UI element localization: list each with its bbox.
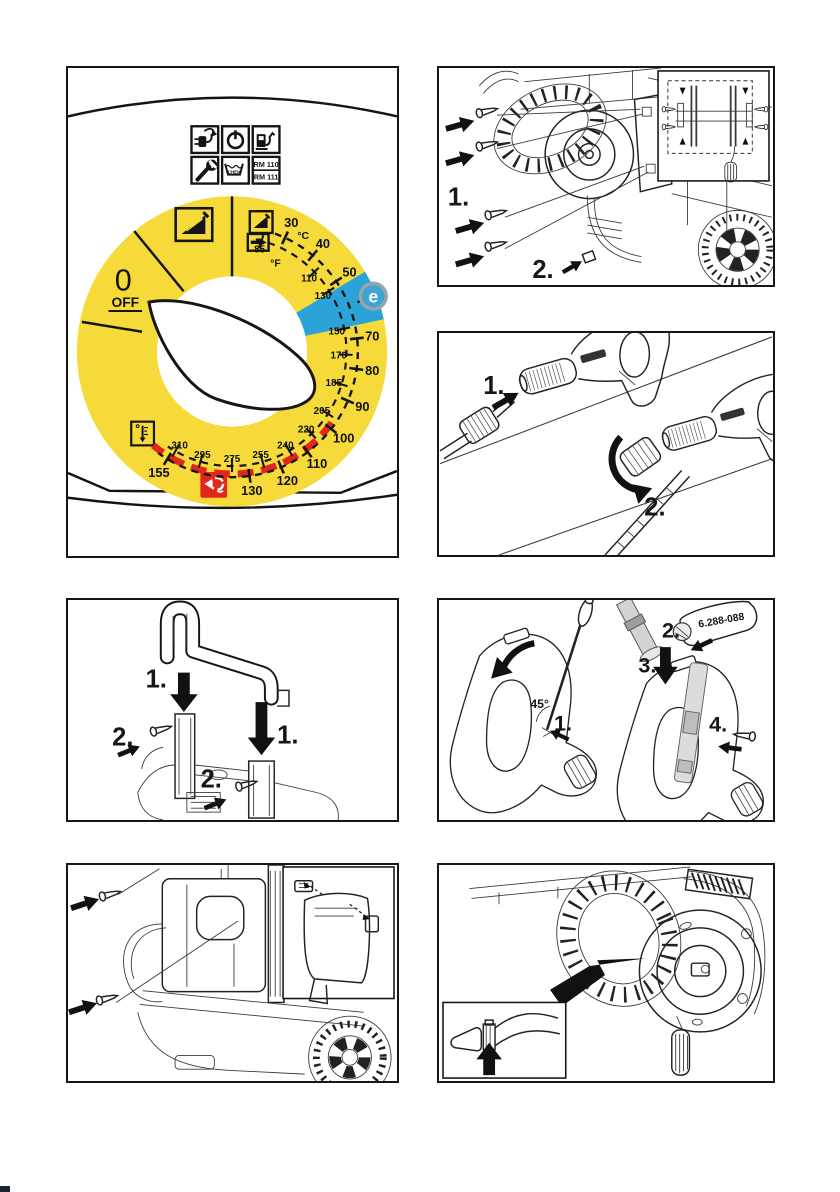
eco-letter: e xyxy=(368,286,379,307)
svg-text:130: 130 xyxy=(314,291,332,303)
svg-text:295: 295 xyxy=(194,450,211,462)
svg-text:255: 255 xyxy=(252,450,269,462)
step2-left-label: 2. xyxy=(112,723,134,752)
svg-text:205: 205 xyxy=(313,405,331,417)
svg-text:150: 150 xyxy=(328,326,345,338)
rm111-label: RM 111 xyxy=(253,172,279,182)
svg-text:185: 185 xyxy=(325,378,342,390)
handle-mounting-illustration xyxy=(68,600,397,820)
step2-label: 2. xyxy=(532,256,554,285)
svg-text:110: 110 xyxy=(306,456,328,472)
mounting-screws xyxy=(475,104,507,252)
step2-label: 2. xyxy=(644,493,666,522)
svg-text:90: 90 xyxy=(355,398,370,414)
gun-service-panel xyxy=(437,598,775,822)
dial-illustration xyxy=(68,68,397,556)
svg-text:30: 30 xyxy=(284,215,299,231)
spray-gun-2 xyxy=(654,366,773,491)
grease-tube xyxy=(670,600,760,649)
tank-screws xyxy=(95,887,121,1005)
gun-body-left xyxy=(450,628,598,813)
svg-text:310: 310 xyxy=(171,440,188,452)
tank-mounting-illustration xyxy=(68,865,397,1081)
chem-label: CHEM xyxy=(227,169,241,175)
legend-icon-grid xyxy=(191,126,279,183)
svg-text:50: 50 xyxy=(342,264,357,280)
reel-disc xyxy=(639,910,761,1032)
step1-right-label: 1. xyxy=(277,721,299,750)
control-knob xyxy=(149,301,315,410)
dial-panel xyxy=(66,66,399,558)
svg-text:85: 85 xyxy=(254,244,266,256)
svg-text:40: 40 xyxy=(315,235,331,251)
brand-plate xyxy=(685,869,752,898)
lance-attachment-illustration xyxy=(439,333,773,555)
tank-inset xyxy=(283,867,394,1003)
grease-part-number: 6.288-088 xyxy=(697,611,746,631)
dosing-channel xyxy=(674,662,708,783)
axle-inset xyxy=(658,71,769,182)
svg-text:220: 220 xyxy=(297,424,315,436)
hose-reel-rear-panel xyxy=(437,863,775,1083)
angle-mark xyxy=(530,697,550,722)
svg-text:240: 240 xyxy=(277,440,294,452)
tank-mounting-panel xyxy=(66,863,399,1083)
svg-text:155: 155 xyxy=(148,464,170,480)
svg-text:120: 120 xyxy=(276,472,299,488)
lance-attachment-panel xyxy=(437,331,775,557)
leader-lines xyxy=(116,869,238,1003)
step2-right-label: 2. xyxy=(200,765,222,794)
step3-label: 3. xyxy=(638,652,657,678)
rear-wheel xyxy=(309,1016,391,1081)
rm-detergent-box xyxy=(253,160,280,182)
off-zero: 0 xyxy=(114,263,132,298)
svg-text:130: 130 xyxy=(241,482,263,498)
angle-label: 45° xyxy=(530,697,549,712)
page-corner-mark xyxy=(0,1186,10,1192)
hose-reel-rear-illustration xyxy=(439,865,773,1081)
spray-gun-1 xyxy=(511,333,687,437)
hose-reel-mount-panel xyxy=(437,66,775,287)
step1-left-label: 1. xyxy=(145,665,167,694)
svg-text:110: 110 xyxy=(301,273,318,285)
rm110-label: RM 110 xyxy=(253,159,279,169)
background-surface-lines xyxy=(440,337,772,555)
handle-mounting-panel xyxy=(66,598,399,822)
lever-rotate-arrow xyxy=(491,643,534,678)
svg-text:100: 100 xyxy=(332,430,355,446)
svg-text:275: 275 xyxy=(223,454,241,466)
svg-text:80: 80 xyxy=(365,363,380,379)
hose-clamp-inset xyxy=(443,1002,566,1078)
step1-label: 1. xyxy=(447,183,470,212)
off-label: OFF xyxy=(111,294,140,311)
pin-arrow xyxy=(717,740,742,755)
machine-body-wheel xyxy=(698,210,773,285)
svg-text:170: 170 xyxy=(330,350,347,362)
svg-text:70: 70 xyxy=(365,328,380,344)
step1-label: 1. xyxy=(483,371,505,400)
hose-reel-mount-illustration xyxy=(439,68,773,285)
step1-label: 1. xyxy=(553,710,572,736)
step4-label: 4. xyxy=(709,711,728,737)
step2-label: 2. xyxy=(661,617,680,643)
celsius-unit: °C xyxy=(297,230,309,242)
crank-grip xyxy=(672,1016,690,1075)
fahrenheit-unit: °F xyxy=(270,258,281,270)
gun-service-illustration xyxy=(439,600,773,820)
